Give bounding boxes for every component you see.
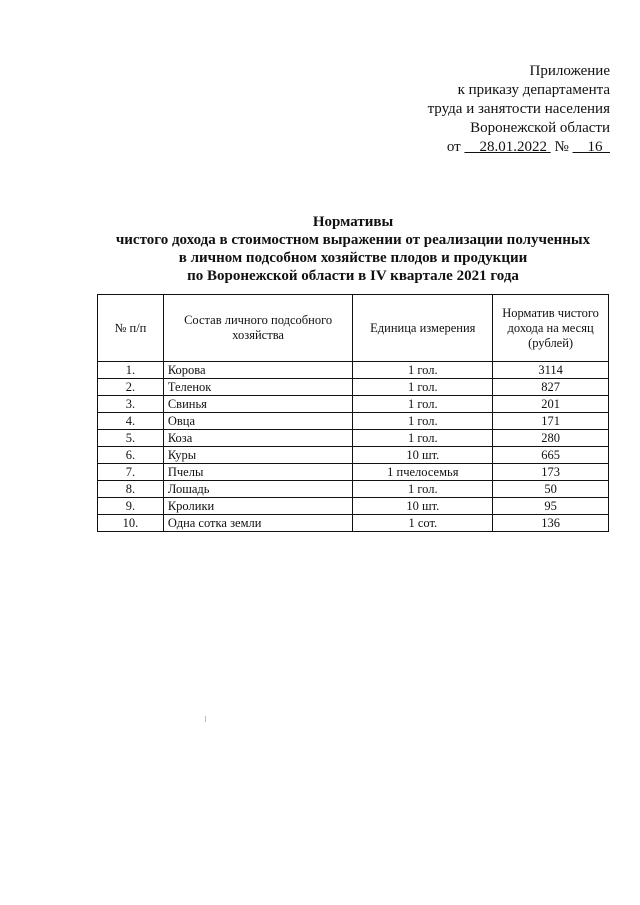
order-reference	[428, 138, 610, 157]
row-num: 10.	[98, 515, 164, 532]
row-name: Куры	[163, 447, 353, 464]
row-value: 280	[493, 430, 609, 447]
table-row	[98, 379, 609, 396]
row-unit: 1 сот.	[353, 515, 493, 532]
table-row	[98, 481, 609, 498]
row-unit: 1 пчелосемья	[353, 464, 493, 481]
header-num: № п/п	[98, 295, 164, 362]
order-number: 16	[587, 139, 603, 155]
row-name: Пчелы	[163, 464, 353, 481]
row-value: 136	[493, 515, 609, 532]
row-value: 95	[493, 498, 609, 515]
appendix-line: труда и занятости населения	[427, 101, 610, 117]
row-value: 665	[493, 447, 609, 464]
title-line: в личном подсобном хозяйстве плодов и продукции	[178, 250, 528, 266]
table-row	[98, 498, 609, 515]
row-unit: 1 гол.	[353, 396, 493, 413]
table-row	[98, 362, 609, 379]
row-num: 8.	[98, 481, 164, 498]
header-unit: Единица измерения	[353, 295, 493, 362]
order-number-label: №	[554, 139, 569, 155]
row-unit: 1 гол.	[353, 362, 493, 379]
appendix-line: Приложение	[529, 63, 610, 79]
table-row	[98, 515, 609, 532]
row-unit: 1 гол.	[353, 481, 493, 498]
row-num: 4.	[98, 413, 164, 430]
row-num: 3.	[98, 396, 164, 413]
norms-table	[97, 294, 609, 532]
row-num: 2.	[98, 379, 164, 396]
row-num: 7.	[98, 464, 164, 481]
row-unit: 10 шт.	[353, 498, 493, 515]
row-num: 6.	[98, 447, 164, 464]
table-row	[98, 447, 609, 464]
row-unit: 1 гол.	[353, 413, 493, 430]
row-name: Лошадь	[163, 481, 353, 498]
row-name: Свинья	[163, 396, 353, 413]
row-value: 201	[493, 396, 609, 413]
header-norm: Норматив чистого дохода на месяц (рублей)	[493, 295, 609, 362]
table-header-row	[98, 295, 609, 362]
document-title	[100, 213, 606, 285]
header-name: Состав личного подсобного хозяйства	[163, 295, 353, 362]
table-row	[98, 430, 609, 447]
table-row	[98, 464, 609, 481]
row-name: Кролики	[163, 498, 353, 515]
table-row	[98, 413, 609, 430]
scan-artifact-mark	[205, 716, 206, 722]
table-row	[98, 396, 609, 413]
appendix-line: Воронежской области	[470, 120, 610, 136]
row-unit: 10 шт.	[353, 447, 493, 464]
appendix-header	[428, 62, 610, 157]
row-value: 827	[493, 379, 609, 396]
row-value: 50	[493, 481, 609, 498]
row-num: 9.	[98, 498, 164, 515]
row-name: Овца	[163, 413, 353, 430]
order-prefix: от	[446, 139, 461, 155]
row-name: Одна сотка земли	[163, 515, 353, 532]
appendix-line: к приказу департамента	[457, 82, 610, 98]
title-line: по Воронежской области в IV квартале 2021 года	[187, 268, 519, 284]
row-name: Теленок	[163, 379, 353, 396]
row-num: 1.	[98, 362, 164, 379]
row-unit: 1 гол.	[353, 379, 493, 396]
row-value: 173	[493, 464, 609, 481]
row-name: Коза	[163, 430, 353, 447]
row-unit: 1 гол.	[353, 430, 493, 447]
row-name: Корова	[163, 362, 353, 379]
title-line: Нормативы	[312, 214, 394, 230]
title-line: чистого дохода в стоимостном выражении от реализации полученных	[115, 232, 591, 248]
row-num: 5.	[98, 430, 164, 447]
row-value: 171	[493, 413, 609, 430]
order-date: 28.01.2022	[479, 139, 547, 155]
row-value: 3114	[493, 362, 609, 379]
